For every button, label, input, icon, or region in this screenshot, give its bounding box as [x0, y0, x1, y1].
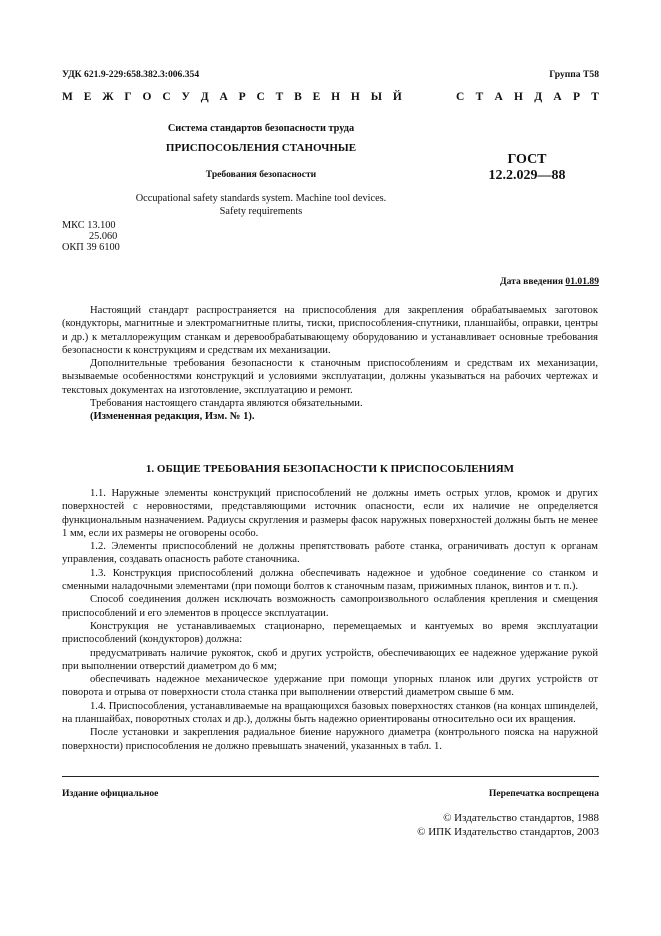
intro-paragraph: Настоящий стандарт распространяется на приспособления для закрепления обрабатываемых заготовок (кондукторы, магнитные и электромагнитные плиты, тиски, приспособления-спутники, планшайбы, оправки, центры и др.) к металлорежущим станкам и деревообрабатывающему оборудованию и устанавливает основные требования безопасности к конструкциям и средствам их механизации.: [62, 305, 598, 356]
section-paragraph: После установки и закрепления радиальное биение наружного диаметра (контрольного пояска на наружной поверхности) приспособления не должно превышать значений, указанных в табл. 1.: [62, 727, 598, 752]
standard-letter: Д: [534, 91, 543, 103]
standard-letter: Т: [591, 91, 599, 103]
interstate-letter: О: [142, 91, 152, 103]
section-paragraph: 1.4. Приспособления, устанавливаемые на вращающихся базовых поверхностях станков (на концах шпинделей, на планшайбах, поворотных столах и др.), должны быть надежно ориентированы относительно оси их вращения.: [62, 700, 598, 726]
english-title-line2: Safety requirements: [219, 206, 303, 217]
interstate-letter: Г: [124, 91, 132, 103]
intro-paragraph: Дополнительные требования безопасности к станочным приспособлениям и средствам их механизации, вызываемые особенностями конструкций и условиями эксплуатации, должны указываться на рабочих чертежах и текстовых документах на изготовление, эксплуатацию и ремонт.: [62, 358, 598, 396]
introduction-date-value: 01.01.89: [565, 276, 599, 287]
standards-system-title: Система стандартов безопасности труда: [167, 123, 355, 134]
interstate-letter: Н: [350, 91, 360, 103]
interstate-letter: Р: [238, 91, 246, 103]
okp-code: ОКП 39 6100: [62, 242, 120, 253]
mks-code-line2: 25.060: [89, 231, 118, 242]
interstate-letter: А: [219, 91, 228, 103]
section-paragraph: обеспечивать надежное механическое удержание при помощи упорных планок или других устройств от поворота и отрыва от поверхности стола станка при выполнении отверстий диаметром свыше 6 мм.: [62, 674, 598, 699]
standard-letter: С: [456, 91, 465, 103]
group-code: Группа Т58: [549, 69, 599, 80]
section-paragraph: 1.1. Наружные элементы конструкций приспособлений не должны иметь острых углов, кромок и других поверхностей с неровностями, представляющими источник опасности, если их наличие не определяется функциональным назначением. Радиусы скругления и размеры фасок наружных поверхностей должны быть не менее 1 мм, если их размеры не оговорены особо.: [62, 488, 598, 539]
document-subtitle: Требования безопасности: [205, 169, 317, 180]
mks-code-line1: МКС 13.100: [62, 220, 116, 231]
section-paragraph: 1.3. Конструкция приспособлений должна обеспечивать надежное и удобное соединение со станком и сменными наладочными элементами (при помощи болтов к станочным пазам, прижимных планок, винтов и т. п.).: [62, 567, 598, 593]
intro-revision-note: (Измененная редакция, Изм. № 1).: [90, 411, 255, 423]
interstate-letter: Т: [275, 91, 284, 103]
intro-paragraph: Требования настоящего стандарта являются обязательными.: [90, 398, 363, 410]
interstate-letter: С: [256, 91, 265, 103]
interstate-letter: Ы: [370, 91, 382, 103]
reprint-prohibited-note: Перепечатка воспрещена: [488, 788, 599, 799]
standard-letter: Р: [572, 91, 581, 103]
interstate-letter: Д: [200, 91, 209, 103]
standard-letter: Н: [514, 91, 523, 103]
udk-code: УДК 621.9-229:658.382.3:006.354: [62, 69, 200, 80]
copyright-line2: © ИПК Издательство стандартов, 2003: [417, 826, 599, 838]
standard-heading: [456, 91, 599, 103]
introduction-date-label: Дата введения: [499, 276, 564, 287]
interstate-letter: Й: [392, 91, 402, 103]
document-title: ПРИСПОСОБЛЕНИЯ СТАНОЧНЫЕ: [165, 142, 357, 154]
interstate-letter: Е: [312, 91, 321, 103]
interstate-letter: Е: [83, 91, 92, 103]
gost-number: 12.2.029—88: [488, 168, 566, 183]
footer-divider: [62, 776, 599, 777]
interstate-letter: В: [294, 91, 302, 103]
interstate-letter: С: [162, 91, 171, 103]
section-heading: 1. ОБЩИЕ ТРЕБОВАНИЯ БЕЗОПАСНОСТИ К ПРИСПОСОБЛЕНИЯМ: [145, 463, 515, 475]
interstate-letter: Ж: [102, 91, 114, 103]
standard-letter: Т: [475, 91, 484, 103]
interstate-heading: [62, 91, 402, 103]
standard-letter: А: [494, 91, 503, 103]
section-paragraph: 1.2. Элементы приспособлений не должны препятствовать работе станка, ограничивать доступ к органам управления, создавать опасность работе станочника.: [62, 541, 598, 566]
section-paragraph: Конструкция не устанавливаемых стационарно, перемещаемых и кантуемых во время эксплуатации приспособлений (кондукторов) должна:: [62, 620, 598, 646]
intro-section: [62, 304, 598, 424]
interstate-letter: Н: [331, 91, 341, 103]
interstate-letter: У: [181, 91, 190, 103]
interstate-letter: М: [62, 91, 73, 103]
gost-designation: [462, 152, 592, 184]
english-title-line1: Occupational safety standards system. Machine tool devices.: [135, 193, 387, 204]
section-paragraph: предусматривать наличие рукояток, скоб и других устройств, обеспечивающих ее надежное удержание рукой при выполнении отверстий диаметром до 6 мм;: [62, 647, 598, 672]
standard-letter: А: [553, 91, 562, 103]
gost-label: ГОСТ: [507, 152, 547, 167]
section-paragraph: Способ соединения должен исключать возможность самопроизвольного ослабления крепления и смещения приспособлений и его элементов в процессе эксплуатации.: [62, 594, 598, 619]
official-edition-note: Издание официальное: [62, 788, 159, 799]
copyright-line1: © Издательство стандартов, 1988: [443, 812, 599, 824]
introduction-date: [500, 276, 599, 287]
section1-body: [62, 487, 598, 753]
